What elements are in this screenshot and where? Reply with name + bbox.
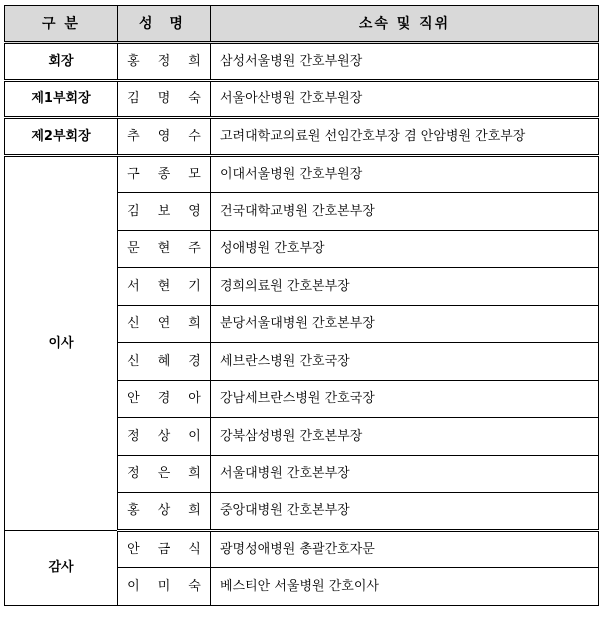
affiliation-cell: 건국대학교병원 간호본부장	[211, 193, 599, 231]
name-cell: 김보영	[118, 193, 211, 231]
table-row	[5, 43, 599, 81]
affiliation-cell: 분당서울대병원 간호본부장	[211, 305, 599, 343]
name-cell: 홍상희	[118, 493, 211, 531]
header-row	[5, 6, 599, 43]
header-affiliation: 소속 및 직위	[211, 6, 599, 43]
affiliation-cell: 이대서울병원 간호부원장	[211, 155, 599, 193]
affiliation-cell: 중앙대병원 간호본부장	[211, 493, 599, 531]
category-cell: 제2부회장	[5, 118, 118, 156]
name-cell: 문현주	[118, 230, 211, 268]
name-cell: 신혜경	[118, 343, 211, 381]
name-cell: 안경아	[118, 380, 211, 418]
affiliation-cell: 강남세브란스병원 간호국장	[211, 380, 599, 418]
affiliation-cell: 경희의료원 간호본부장	[211, 268, 599, 306]
table-row	[5, 155, 599, 193]
affiliation-cell: 세브란스병원 간호국장	[211, 343, 599, 381]
name-cell: 신연희	[118, 305, 211, 343]
name-cell: 구종모	[118, 155, 211, 193]
affiliation-cell: 서울대병원 간호본부장	[211, 455, 599, 493]
name-cell: 이미숙	[118, 568, 211, 606]
affiliation-cell: 베스티안 서울병원 간호이사	[211, 568, 599, 606]
header-category: 구 분	[5, 6, 118, 43]
affiliation-cell: 광명성애병원 총괄간호자문	[211, 530, 599, 568]
name-cell: 정은희	[118, 455, 211, 493]
affiliation-cell: 삼성서울병원 간호부원장	[211, 43, 599, 81]
affiliation-cell: 서울아산병원 간호부원장	[211, 80, 599, 118]
affiliation-cell: 성애병원 간호부장	[211, 230, 599, 268]
name-cell: 추영수	[118, 118, 211, 156]
name-cell: 정상이	[118, 418, 211, 456]
table-row	[5, 530, 599, 568]
name-cell: 안금식	[118, 530, 211, 568]
name-cell: 홍정희	[118, 43, 211, 81]
affiliation-cell: 강북삼성병원 간호본부장	[211, 418, 599, 456]
category-cell: 제1부회장	[5, 80, 118, 118]
header-name: 성 명	[118, 6, 211, 43]
category-cell: 이사	[5, 155, 118, 530]
board-members-table	[4, 5, 599, 606]
name-cell: 김명숙	[118, 80, 211, 118]
name-cell: 서현기	[118, 268, 211, 306]
table-row	[5, 80, 599, 118]
category-cell: 감사	[5, 530, 118, 605]
table-row	[5, 118, 599, 156]
affiliation-cell: 고려대학교의료원 선임간호부장 겸 안암병원 간호부장	[211, 118, 599, 156]
category-cell: 회장	[5, 43, 118, 81]
